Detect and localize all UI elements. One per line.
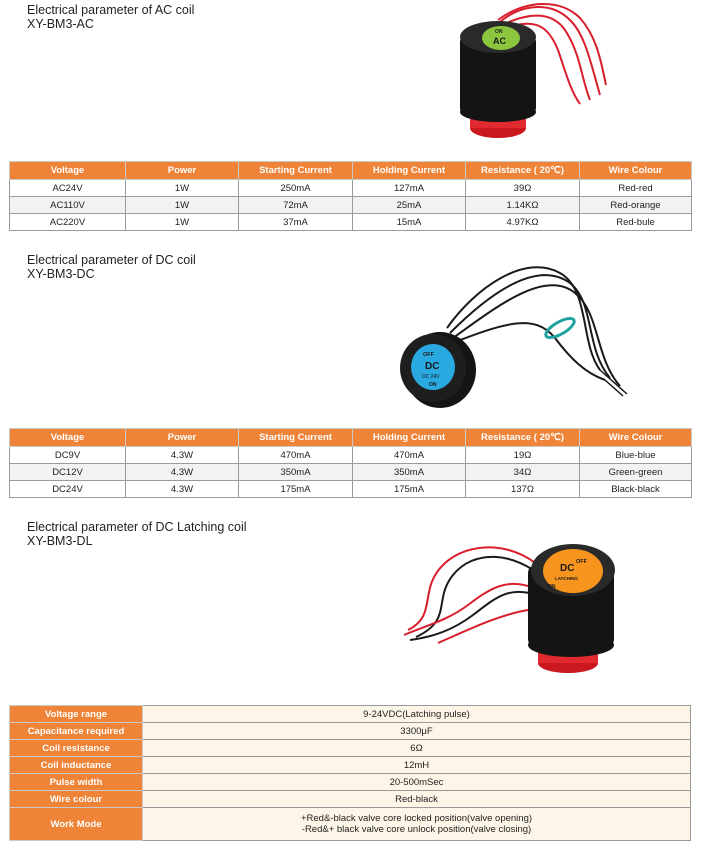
dl-param-label: Wire colour [10,791,143,808]
ac-cell-voltage: AC24V [10,180,126,197]
ac-heading-title: Electrical parameter of AC coil [27,3,195,17]
dc-parameter-table [9,428,692,498]
dl-label-on-text: ON [548,584,556,590]
ac-cell-power: 1W [126,180,239,197]
ac-label-type-text: AC [493,36,506,46]
dc-cell-power: 4.3W [126,464,239,481]
dc-col-resistance: Resistance ( 20℃) [466,429,580,447]
ac-cell-starting-current: 72mA [239,197,353,214]
dl-work-mode-label: Work Mode [10,808,143,841]
dc-cell-starting-current: 350mA [239,464,353,481]
ac-col-wire-colour: Wire Colour [580,162,692,180]
dl-param-value: Red-black [143,791,691,808]
ac-cell-resistance: 39Ω [466,180,580,197]
ac-col-starting-current: Starting Current [239,162,353,180]
ac-model-code: XY-BM3-AC [27,17,94,31]
dl-work-mode-line2: -Red&+ black valve core unlock position(valve closing) [301,824,532,835]
dc-col-voltage: Voltage [10,429,126,447]
dc-cell-starting-current: 175mA [239,481,353,498]
table-row [10,180,692,197]
ac-cell-starting-current: 250mA [239,180,353,197]
dc-cell-resistance: 34Ω [466,464,580,481]
ac-cell-resistance: 1.14KΩ [466,197,580,214]
ac-table-header-row [10,162,692,180]
ac-col-resistance: Resistance ( 20℃) [466,162,580,180]
dl-param-value: 9-24VDC(Latching pulse) [143,706,691,723]
dc-col-holding-current: Holding Current [353,429,466,447]
ac-coil-photo [440,0,610,145]
dc-col-wire-colour: Wire Colour [580,429,692,447]
ac-cell-starting-current: 37mA [239,214,353,231]
ac-cell-wire-colour: Red-red [580,180,692,197]
dc-label-on-text: ON [429,382,437,388]
dc-coil-photo [395,258,635,418]
ac-cell-holding-current: 25mA [353,197,466,214]
ac-cell-voltage: AC110V [10,197,126,214]
table-row [10,214,692,231]
ac-col-holding-current: Holding Current [353,162,466,180]
dc-cell-holding-current: 175mA [353,481,466,498]
table-row [10,774,691,791]
dc-label-off-text: OFF [423,352,434,358]
dl-param-label: Coil inductance [10,757,143,774]
dl-param-value: 12mH [143,757,691,774]
dl-parameter-table [9,705,691,841]
ac-cell-power: 1W [126,214,239,231]
table-row [10,723,691,740]
dc-cell-voltage: DC12V [10,464,126,481]
dc-cell-starting-current: 470mA [239,447,353,464]
table-row [10,447,692,464]
ac-cell-holding-current: 15mA [353,214,466,231]
ac-section-heading [27,3,194,31]
dl-work-mode-line1: +Red&-black valve core locked position(valve opening) [300,813,533,824]
table-row [10,757,691,774]
dc-table-header-row [10,429,692,447]
ac-cell-power: 1W [126,197,239,214]
table-row [10,740,691,757]
table-row [10,791,691,808]
dl-section-heading [27,520,247,548]
dc-heading-title: Electrical parameter of DC coil [27,253,196,267]
ac-cell-wire-colour: Red-bule [580,214,692,231]
ac-col-voltage: Voltage [10,162,126,180]
table-row [10,481,692,498]
ac-cell-wire-colour: Red-orange [580,197,692,214]
dc-cell-wire-colour: Green-green [580,464,692,481]
dc-label-type-text: DC [425,361,440,372]
dl-param-value: 20-500mSec [143,774,691,791]
dc-cell-power: 4.3W [126,447,239,464]
dc-cell-holding-current: 470mA [353,447,466,464]
ac-parameter-table [9,161,692,231]
dl-label-type-text: DC [560,563,575,574]
ac-cell-holding-current: 127mA [353,180,466,197]
dc-col-starting-current: Starting Current [239,429,353,447]
dc-cell-voltage: DC24V [10,481,126,498]
dc-cell-resistance: 19Ω [466,447,580,464]
dc-cell-wire-colour: Blue-blue [580,447,692,464]
dc-label-voltage-text: DC 24V [422,374,440,380]
dl-param-label: Voltage range [10,706,143,723]
dc-cell-resistance: 137Ω [466,481,580,498]
dl-param-value: 3300μF [143,723,691,740]
dl-label-off-text: OFF [576,559,587,565]
dc-cell-power: 4.3W [126,481,239,498]
table-row [10,808,691,841]
dl-label-latching-text: LATCHING [555,576,578,581]
ac-label-on-text: ON [495,29,503,35]
dl-param-label: Pulse width [10,774,143,791]
dl-param-label: Coil resistance [10,740,143,757]
ac-cell-resistance: 4.97KΩ [466,214,580,231]
dc-col-power: Power [126,429,239,447]
dc-section-heading [27,253,196,281]
dl-model-code: XY-BM3-DL [27,534,93,548]
table-row [10,197,692,214]
dl-param-label: Capacitance required [10,723,143,740]
ac-col-power: Power [126,162,239,180]
dl-param-value: 6Ω [143,740,691,757]
dc-model-code: XY-BM3-DC [27,267,95,281]
table-row [10,464,692,481]
dc-cell-wire-colour: Black-black [580,481,692,498]
dl-work-mode-value [143,808,691,841]
dc-cell-voltage: DC9V [10,447,126,464]
dc-cell-holding-current: 350mA [353,464,466,481]
ac-cell-voltage: AC220V [10,214,126,231]
dl-heading-title: Electrical parameter of DC Latching coil [27,520,247,534]
dl-coil-photo [398,535,628,685]
table-row [10,706,691,723]
